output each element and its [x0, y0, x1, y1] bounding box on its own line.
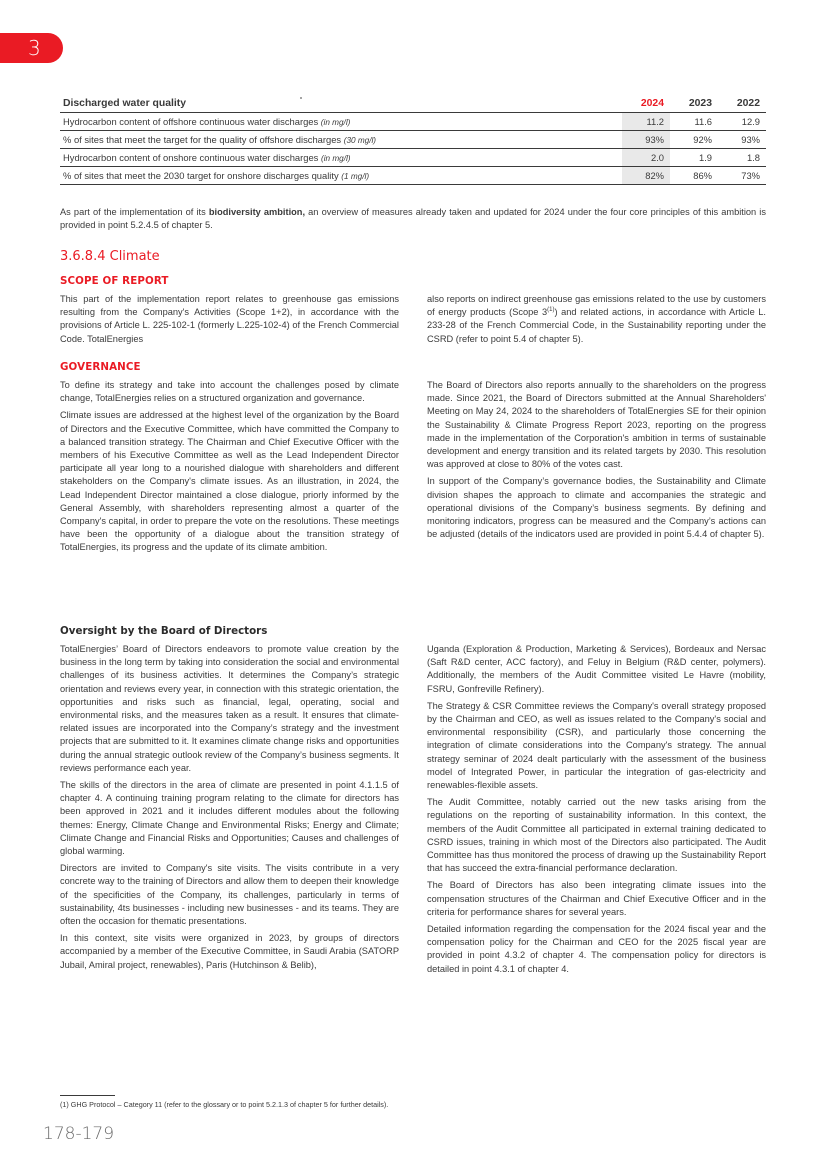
value-2023: 92%	[670, 131, 718, 149]
discharged-water-quality-table	[60, 96, 766, 185]
value-2023: 1.9	[670, 149, 718, 167]
year-2024-header: 2024	[622, 96, 670, 113]
value-2023: 11.6	[670, 113, 718, 131]
value-2022: 93%	[718, 131, 766, 149]
value-2022: 1.8	[718, 149, 766, 167]
value-2022: 12.9	[718, 113, 766, 131]
footnote: (1) GHG Protocol – Category 11 (refer to the glossary or to point 5.2.1.3 of chapter 5 for further details).	[60, 1100, 389, 1109]
footnote-divider	[60, 1095, 115, 1096]
value-2024: 2.0	[622, 149, 670, 167]
row-label: Hydrocarbon content of offshore continuous water discharges (in mg/l)	[60, 113, 622, 131]
year-2023-header: 2023	[670, 96, 718, 113]
value-2024: 82%	[622, 167, 670, 185]
row-label: % of sites that meet the 2030 target for onshore discharges quality (1 mg/l)	[60, 167, 622, 185]
table-title: Discharged water quality	[60, 96, 622, 113]
value-2024: 11.2	[622, 113, 670, 131]
governance-heading: GOVERNANCE	[60, 361, 141, 373]
page-number: 178-179	[43, 1124, 115, 1144]
governance-left-text: To define its strategy and take into account the challenges posed by climate change, TotalEnergies relies on a structured organization and governance. Climate issues are addressed at the highest level of the organization by the Board of Directors and the Executive Committee, which have committed the Company to a balanced transition strategy. The Chairman and Chief Executive Officer with the members of his Executive Committee as well as the Lead Independent Director participate all year long to a nourished dialogue with shareholders and different stakeholders on the Company's climate issues. As an illustration, in 2024, the Lead Independent Director maintained a close dialogue, priorly informed by the General Assembly, with shareholders representing almost a quarter of the Company's capital, in order to prepare the vote on the resolutions. These meetings have been the opportunity of a dialogue about the transition strategy of TotalEnergies, its progress and the update of its climate ambition.	[60, 380, 399, 553]
row-label: % of sites that meet the target for the quality of offshore discharges (30 mg/l)	[60, 131, 622, 149]
table-row	[60, 131, 766, 149]
table-row	[60, 113, 766, 131]
chapter-tab: 3	[0, 33, 63, 63]
section-title: 3.6.8.4 Climate	[60, 249, 160, 264]
biodiversity-intro: As part of the implementation of its biodiversity ambition, an overview of measures already taken and updated for 2024 under the four core principles of this ambition is provided in point 5.2.4.5 of chapter 5.	[60, 207, 766, 231]
value-2024: 93%	[622, 131, 670, 149]
value-2023: 86%	[670, 167, 718, 185]
table-row	[60, 149, 766, 167]
row-label: Hydrocarbon content of onshore continuous water discharges (in mg/l)	[60, 149, 622, 167]
table-row	[60, 167, 766, 185]
scope-heading: SCOPE OF REPORT	[60, 275, 169, 287]
scope-right-text: also reports on indirect greenhouse gas emissions related to the use by customers of energy products (Scope 3$^{(1)}$) and related actions, in accordance with Article L. 233-28 of the French Commercial Code, in the Sustainability reporting under the CSRD (refer to point 5.4 of chapter 5).	[427, 294, 766, 344]
oversight-right-text: Uganda (Exploration & Production, Marketing & Services), Bordeaux and Nersac (Saft R&D center, ACC factory), and Feluy in Belgium (R&D center, polymers). Additionally, the members of the Audit Committee visited Le Havre (mobility, FSRU, Gonfreville Refinery). The Strategy & CSR Committee reviews the Company's overall strategy proposed by the Chairman and CEO, as well as issues related to the Company's social and environmental responsibility (CSR), and particularly those concerning the integration of climate considerations into the Company's strategy. The annual strategy seminar of 2024 dealt particularly with the assessment of the business model of Integrated Power, in particular the integration of gas-electricity and renewables-flexible assets. The Audit Committee, notably carried out the new tasks arising from the regulations on the reporting of sustainability information. In this context, the members of the Audit Committee all participated in external training dedicated to CSRD issues, training in which most of the Directors also participated. The Audit Committee has thus monitored the process of drawing up the Sustainability Report that has succeed the extra-financial performance declaration. The Board of Directors has also been integrating climate issues into the compensation structures of the Chairman and Chief Executive Officer and in the criteria for performance shares for several years. Detailed information regarding the compensation for the 2024 fiscal year and the compensation policy for the Chairman and CEO for the 2025 fiscal year are provided in point 4.3.2 of chapter 4. The compensation policy for directors is detailed in point 4.3.1 of chapter 4.	[427, 644, 766, 974]
year-2022-header: 2022	[718, 96, 766, 113]
value-2022: 73%	[718, 167, 766, 185]
oversight-heading: Oversight by the Board of Directors	[60, 625, 268, 637]
governance-right-text: The Board of Directors also reports annually to the shareholders on the progress made. Since 2021, the Board of Directors submitted at the Annual Shareholders' Meeting on May 24, 2024 to the shareholders of TotalEnergies SE for their opinion the Sustainability & Climate Progress Report 2023, reporting on the progress made in the implementation of the Corporation's ambition in terms of sustainable development and energy transition and its related targets by 2030. This resolution was approved at close to 80% of the votes cast. In support of the Company’s governance bodies, the Sustainability and Climate division shapes the approach to climate and accompanies the strategic and operational divisions of the Company’s business segments. By defining and monitoring indicators, progress can be measured and the Company’s actions can be adjusted (details of the indicators used are provided in point 5.4.4 of chapter 5).	[427, 380, 766, 540]
oversight-left-text: TotalEnergies’ Board of Directors endeavors to promote value creation by the business in the long term by taking into consideration the social and environmental challenges of its business activities. It determines the Company’s strategic orientation and reviews every year, in connection with this strategic orientation, the opportunities and risks such as financial, legal, operating, social and environmental risks, and the measures taken as a result. It ensures that climate-related issues are incorporated into the Company’s strategy and the investment projects that are submitted to it. It examines climate change risks and opportunities during the annual strategic outlook review of the Company’s business segments. It reviews performance each year. The skills of the directors in the area of climate are presented in point 4.1.1.5 of chapter 4. A continuing training program relating to the climate for directors has been approved in 2021 and it includes different modules about the following themes: Energy, Climate Change and Environmental Risks; Energy and Climate; Climate Change and Financial Risks and Opportunities; Causes and challenges of global warming. Directors are invited to Company's site visits. The visits contribute in a very concrete way to the training of Directors and allow them to deepen their knowledge of the specificities of the Company, its challenges, particularly in terms of sustainability, 4ts businesses - including new businesses - and its teams. They are often the occasion for thematic presentations. In this context, site visits were organized in 2023, by groups of directors accompanied by a member of the Executive Committee, in Saudi Arabia (SATORP Jubail, Amiral project, renewables), Paris (Hutchinson & Belib),	[60, 644, 399, 970]
scope-left-text: This part of the implementation report relates to greenhouse gas emissions resulting from the Company's Activities (Scope 1+2), in accordance with the provisions of Article L. 225-102-1 (formerly L.225-102-4) of the French Commercial Code. TotalEnergies	[60, 294, 399, 344]
table-header-row	[60, 96, 766, 113]
